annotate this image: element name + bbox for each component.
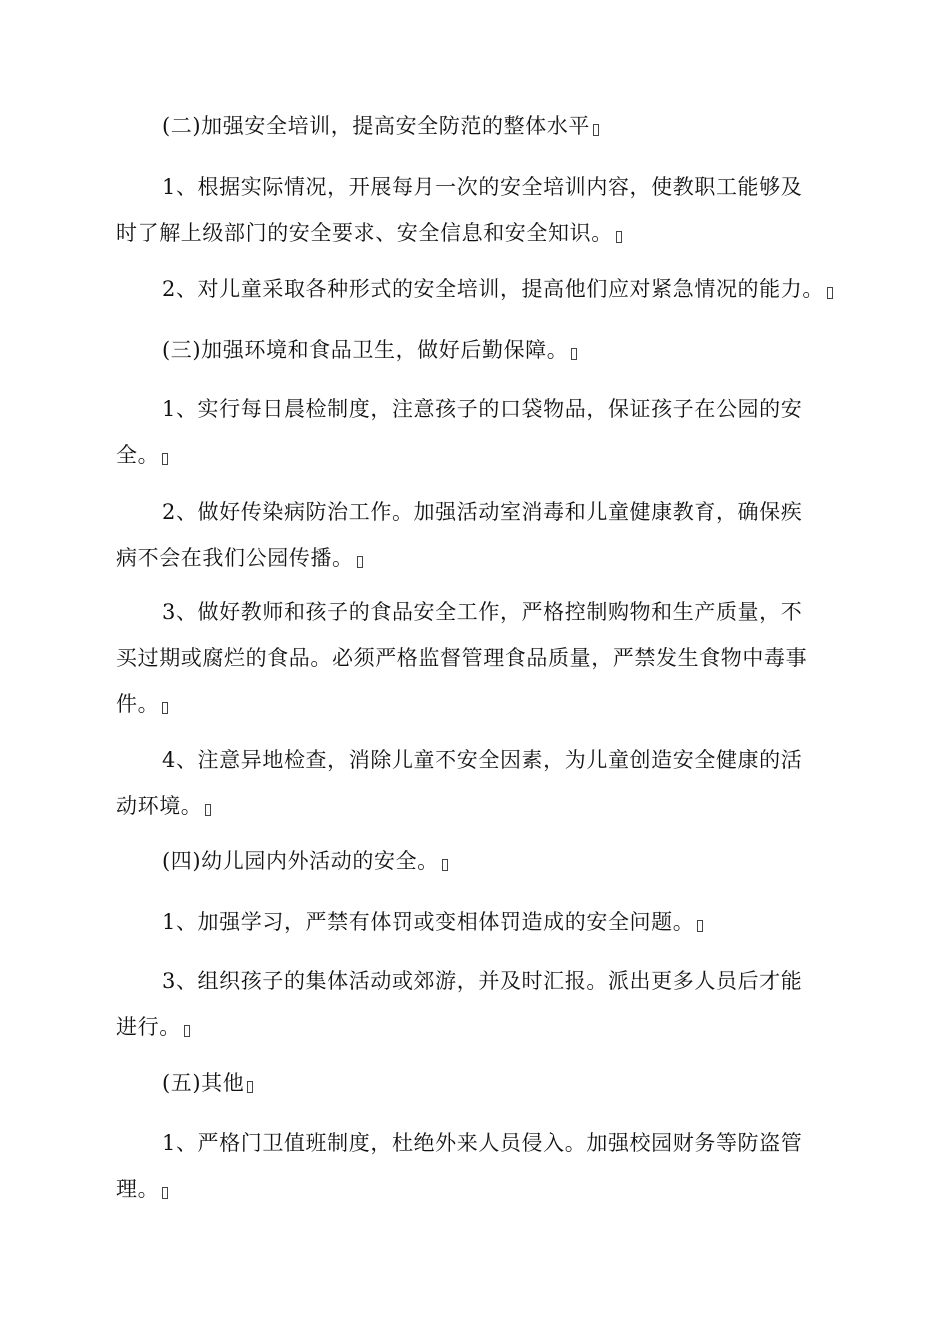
paragraph-line: 时了解上级部门的安全要求、安全信息和安全知识。 (116, 221, 613, 245)
paragraph-line: 1、实行每日晨检制度，注意孩子的口袋物品，保证孩子在公园的安 (162, 397, 803, 421)
section-heading-2 (116, 103, 836, 149)
paragraph-line: 理。 (116, 1177, 160, 1201)
paragraph-line: 病不会在我们公园传播。 (116, 546, 354, 570)
paragraph-mark-icon (184, 1025, 190, 1037)
list-item-paragraph (116, 958, 836, 1050)
paragraph-line: (三)加强环境和食品卫生，做好后勤保障。 (162, 338, 569, 362)
list-item-paragraph (116, 489, 836, 581)
paragraph-mark-icon (593, 124, 599, 136)
paragraph-line: (二)加强安全培训，提高安全防范的整体水平 (162, 114, 590, 138)
paragraph-line: 3、做好教师和孩子的食品安全工作，严格控制购物和生产质量，不 (162, 600, 803, 624)
paragraph-line: 2、做好传染病防治工作。加强活动室消毒和儿童健康教育，确保疾 (162, 500, 803, 524)
paragraph-line: 动环境。 (116, 794, 203, 818)
paragraph-mark-icon (162, 1187, 168, 1199)
paragraph-mark-icon (357, 556, 363, 568)
list-item-paragraph (116, 737, 836, 829)
paragraph-line: 4、注意异地检查，消除儿童不安全因素，为儿童创造安全健康的活 (162, 748, 803, 772)
section-heading-5 (116, 1060, 836, 1106)
paragraph-line: (四)幼儿园内外活动的安全。 (162, 849, 439, 873)
paragraph-line: 3、组织孩子的集体活动或郊游，并及时汇报。派出更多人员后才能 (162, 969, 803, 993)
list-item-paragraph (116, 899, 836, 945)
paragraph-line: (五)其他 (162, 1071, 245, 1095)
list-item-paragraph (116, 266, 836, 312)
paragraph-mark-icon (571, 348, 577, 360)
paragraph-line: 进行。 (116, 1015, 181, 1039)
list-item-paragraph (116, 589, 836, 727)
paragraph-mark-icon (162, 453, 168, 465)
paragraph-mark-icon (616, 231, 622, 243)
paragraph-line: 买过期或腐烂的食品。必须严格监督管理食品质量，严禁发生食物中毒事 (116, 646, 808, 670)
paragraph-line: 2、对儿童采取各种形式的安全培训，提高他们应对紧急情况的能力。 (162, 277, 824, 301)
paragraph-mark-icon (697, 920, 703, 932)
list-item-paragraph (116, 386, 836, 478)
paragraph-mark-icon (247, 1081, 253, 1093)
paragraph-line: 1、加强学习，严禁有体罚或变相体罚造成的安全问题。 (162, 910, 695, 934)
paragraph-mark-icon (827, 287, 833, 299)
paragraph-mark-icon (162, 702, 168, 714)
list-item-paragraph (116, 164, 836, 256)
paragraph-line: 全。 (116, 443, 160, 467)
list-item-paragraph (116, 1120, 836, 1212)
paragraph-mark-icon (442, 859, 448, 871)
paragraph-line: 1、严格门卫值班制度，杜绝外来人员侵入。加强校园财务等防盗管 (162, 1131, 803, 1155)
paragraph-line: 件。 (116, 692, 160, 716)
section-heading-4 (116, 838, 836, 884)
paragraph-line: 1、根据实际情况，开展每月一次的安全培训内容，使教职工能够及 (162, 175, 803, 199)
section-heading-3 (116, 327, 836, 373)
paragraph-mark-icon (205, 804, 211, 816)
